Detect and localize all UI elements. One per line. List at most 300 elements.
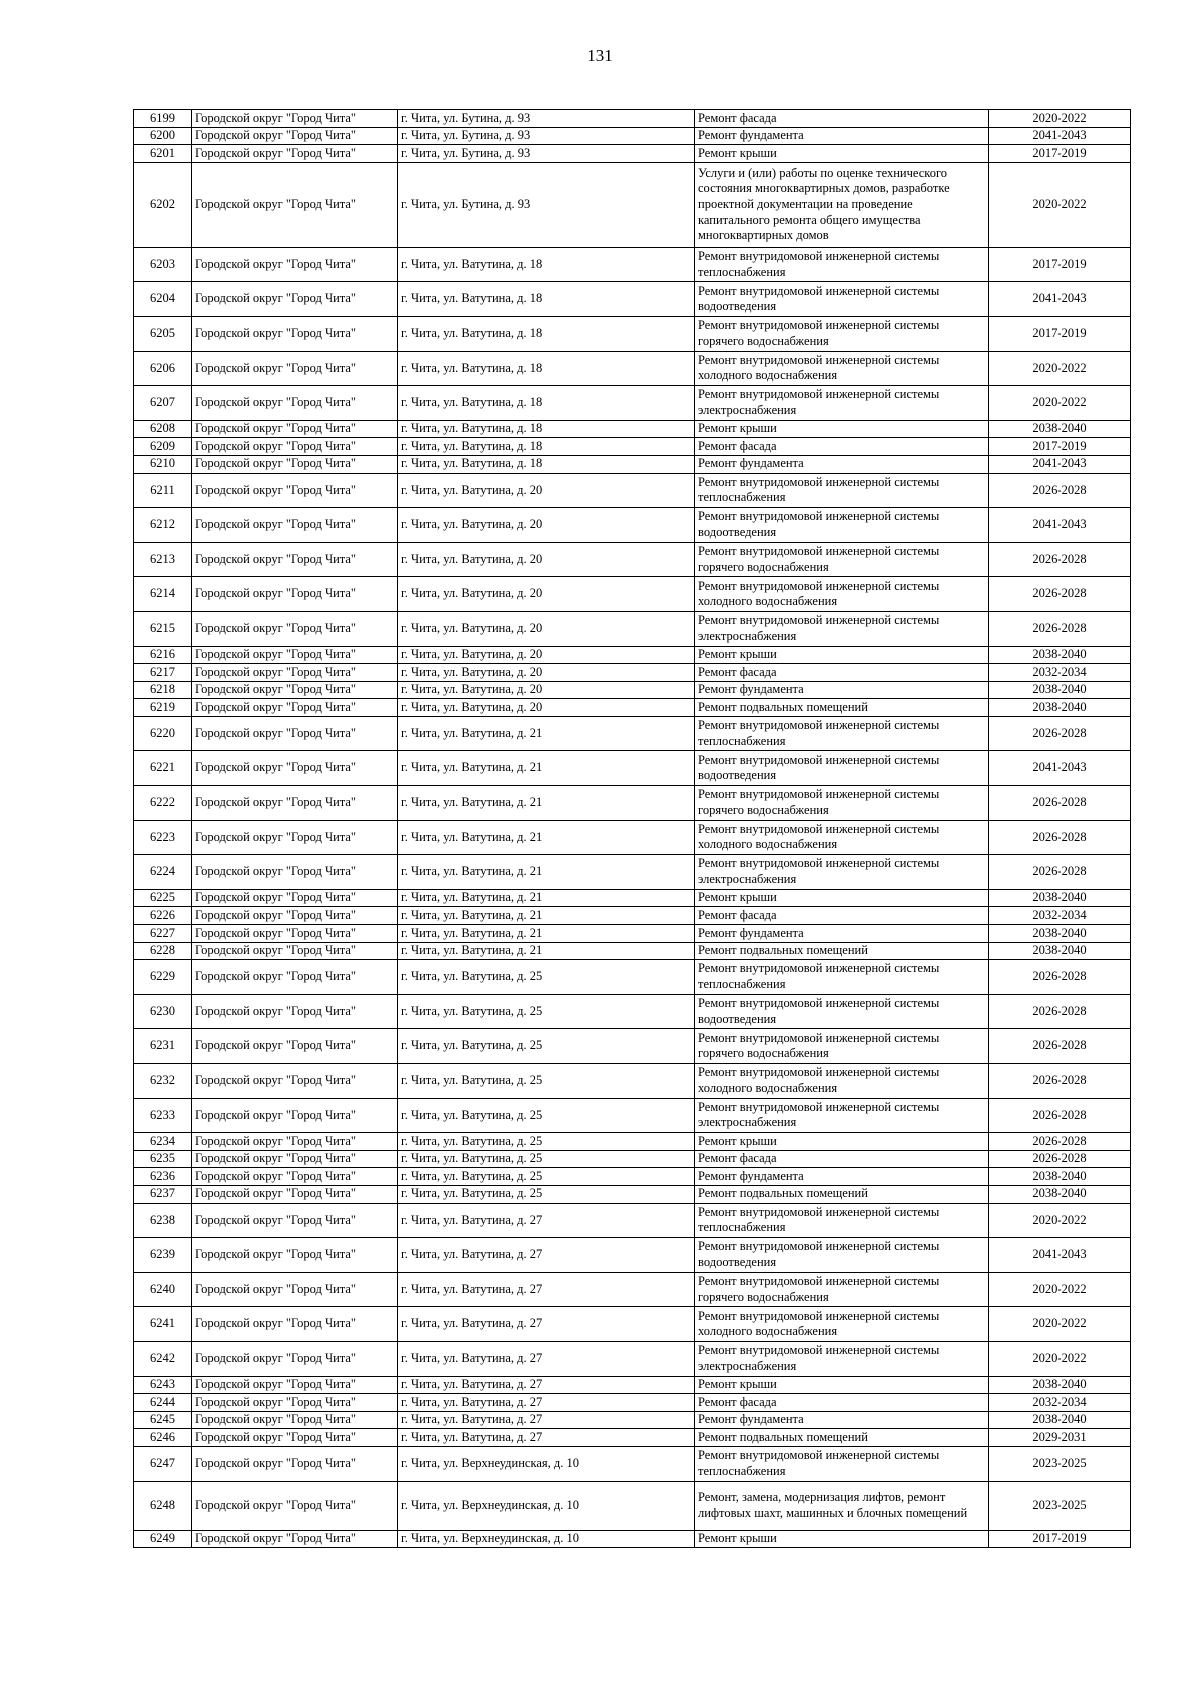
municipality-cell: Городской округ "Город Чита"	[192, 351, 398, 386]
address-cell: г. Чита, ул. Верхнеудинская, д. 10	[398, 1446, 695, 1481]
address-cell: г. Чита, ул. Ватутина, д. 18	[398, 455, 695, 473]
period-cell: 2017-2019	[989, 1530, 1131, 1548]
period-cell: 2038-2040	[989, 1376, 1131, 1394]
table-row	[134, 1446, 1131, 1481]
table-row	[134, 420, 1131, 438]
work-type-cell: Ремонт крыши	[695, 145, 989, 163]
municipality-cell: Городской округ "Город Чита"	[192, 1133, 398, 1151]
work-type-cell: Ремонт внутридомовой инженерной системы горячего водоснабжения	[695, 1272, 989, 1307]
period-cell: 2026-2028	[989, 1029, 1131, 1064]
period-cell: 2038-2040	[989, 942, 1131, 960]
address-cell: г. Чита, ул. Ватутина, д. 27	[398, 1341, 695, 1376]
address-cell: г. Чита, ул. Ватутина, д. 20	[398, 681, 695, 699]
row-number-cell: 6203	[134, 247, 192, 282]
row-number-cell: 6215	[134, 611, 192, 646]
period-cell: 2017-2019	[989, 145, 1131, 163]
row-number-cell: 6239	[134, 1238, 192, 1273]
table-row	[134, 455, 1131, 473]
table-row	[134, 681, 1131, 699]
work-type-cell: Ремонт подвальных помещений	[695, 1185, 989, 1203]
work-type-cell: Ремонт фундамента	[695, 1168, 989, 1186]
row-number-cell: 6235	[134, 1150, 192, 1168]
address-cell: г. Чита, ул. Ватутина, д. 21	[398, 942, 695, 960]
row-number-cell: 6208	[134, 420, 192, 438]
row-number-cell: 6222	[134, 786, 192, 821]
address-cell: г. Чита, ул. Ватутина, д. 21	[398, 855, 695, 890]
table-row	[134, 1098, 1131, 1133]
address-cell: г. Чита, ул. Ватутина, д. 25	[398, 1098, 695, 1133]
table-row	[134, 925, 1131, 943]
row-number-cell: 6220	[134, 716, 192, 751]
table-row	[134, 473, 1131, 508]
row-number-cell: 6202	[134, 162, 192, 247]
municipality-cell: Городской округ "Город Чита"	[192, 716, 398, 751]
period-cell: 2026-2028	[989, 1098, 1131, 1133]
row-number-cell: 6234	[134, 1133, 192, 1151]
row-number-cell: 6209	[134, 438, 192, 456]
period-cell: 2041-2043	[989, 282, 1131, 317]
table-row	[134, 1429, 1131, 1447]
period-cell: 2038-2040	[989, 699, 1131, 717]
period-cell: 2026-2028	[989, 960, 1131, 995]
municipality-cell: Городской округ "Город Чита"	[192, 699, 398, 717]
work-type-cell: Ремонт, замена, модернизация лифтов, ремонт лифтовых шахт, машинных и блочных помещений	[695, 1481, 989, 1530]
row-number-cell: 6205	[134, 316, 192, 351]
period-cell: 2041-2043	[989, 455, 1131, 473]
municipality-cell: Городской округ "Город Чита"	[192, 1272, 398, 1307]
municipality-cell: Городской округ "Город Чита"	[192, 646, 398, 664]
work-type-cell: Ремонт внутридомовой инженерной системы холодного водоснабжения	[695, 1064, 989, 1099]
period-cell: 2026-2028	[989, 855, 1131, 890]
table-row	[134, 1411, 1131, 1429]
work-type-cell: Ремонт внутридомовой инженерной системы электроснабжения	[695, 1341, 989, 1376]
row-number-cell: 6241	[134, 1307, 192, 1342]
period-cell: 2026-2028	[989, 473, 1131, 508]
address-cell: г. Чита, ул. Ватутина, д. 21	[398, 820, 695, 855]
table-row	[134, 110, 1131, 128]
address-cell: г. Чита, ул. Верхнеудинская, д. 10	[398, 1530, 695, 1548]
table-row	[134, 282, 1131, 317]
work-type-cell: Ремонт крыши	[695, 1376, 989, 1394]
row-number-cell: 6206	[134, 351, 192, 386]
table-row	[134, 386, 1131, 421]
municipality-cell: Городской округ "Город Чита"	[192, 386, 398, 421]
period-cell: 2017-2019	[989, 247, 1131, 282]
table-row	[134, 646, 1131, 664]
row-number-cell: 6233	[134, 1098, 192, 1133]
address-cell: г. Чита, ул. Ватутина, д. 25	[398, 1029, 695, 1064]
work-type-cell: Ремонт внутридомовой инженерной системы электроснабжения	[695, 611, 989, 646]
table-row	[134, 1530, 1131, 1548]
address-cell: г. Чита, ул. Ватутина, д. 27	[398, 1307, 695, 1342]
row-number-cell: 6207	[134, 386, 192, 421]
row-number-cell: 6218	[134, 681, 192, 699]
work-type-cell: Ремонт внутридомовой инженерной системы электроснабжения	[695, 855, 989, 890]
period-cell: 2026-2028	[989, 1133, 1131, 1151]
table-row	[134, 855, 1131, 890]
work-type-cell: Ремонт внутридомовой инженерной системы горячего водоснабжения	[695, 786, 989, 821]
table-row	[134, 699, 1131, 717]
address-cell: г. Чита, ул. Ватутина, д. 27	[398, 1203, 695, 1238]
row-number-cell: 6231	[134, 1029, 192, 1064]
table-row	[134, 820, 1131, 855]
municipality-cell: Городской округ "Город Чита"	[192, 1185, 398, 1203]
work-type-cell: Ремонт внутридомовой инженерной системы теплоснабжения	[695, 473, 989, 508]
address-cell: г. Чита, ул. Ватутина, д. 25	[398, 994, 695, 1029]
table-row	[134, 1238, 1131, 1273]
municipality-cell: Городской округ "Город Чита"	[192, 247, 398, 282]
address-cell: г. Чита, ул. Ватутина, д. 20	[398, 577, 695, 612]
period-cell: 2026-2028	[989, 577, 1131, 612]
period-cell: 2032-2034	[989, 664, 1131, 682]
address-cell: г. Чита, ул. Бутина, д. 93	[398, 145, 695, 163]
row-number-cell: 6216	[134, 646, 192, 664]
municipality-cell: Городской округ "Город Чита"	[192, 1098, 398, 1133]
work-type-cell: Услуги и (или) работы по оценке технического состояния многоквартирных домов, разработке проектной документации на проведение капитального ремонта общего имущества многоквартирных домов	[695, 162, 989, 247]
municipality-cell: Городской округ "Город Чита"	[192, 127, 398, 145]
work-type-cell: Ремонт фасада	[695, 110, 989, 128]
address-cell: г. Чита, ул. Ватутина, д. 21	[398, 907, 695, 925]
row-number-cell: 6242	[134, 1341, 192, 1376]
table-row	[134, 145, 1131, 163]
address-cell: г. Чита, ул. Ватутина, д. 21	[398, 716, 695, 751]
municipality-cell: Городской округ "Город Чита"	[192, 162, 398, 247]
period-cell: 2023-2025	[989, 1446, 1131, 1481]
period-cell: 2020-2022	[989, 386, 1131, 421]
work-type-cell: Ремонт внутридомовой инженерной системы теплоснабжения	[695, 716, 989, 751]
municipality-cell: Городской округ "Город Чита"	[192, 1150, 398, 1168]
period-cell: 2038-2040	[989, 646, 1131, 664]
municipality-cell: Городской округ "Город Чита"	[192, 1376, 398, 1394]
work-type-cell: Ремонт фундамента	[695, 925, 989, 943]
work-type-cell: Ремонт фундамента	[695, 127, 989, 145]
row-number-cell: 6201	[134, 145, 192, 163]
work-type-cell: Ремонт крыши	[695, 1530, 989, 1548]
table-row	[134, 960, 1131, 995]
page-number: 131	[587, 46, 613, 65]
work-type-cell: Ремонт внутридомовой инженерной системы теплоснабжения	[695, 960, 989, 995]
table-row	[134, 786, 1131, 821]
municipality-cell: Городской округ "Город Чита"	[192, 960, 398, 995]
table-row	[134, 1185, 1131, 1203]
period-cell: 2041-2043	[989, 1238, 1131, 1273]
row-number-cell: 6238	[134, 1203, 192, 1238]
municipality-cell: Городской округ "Город Чита"	[192, 316, 398, 351]
work-type-cell: Ремонт внутридомовой инженерной системы холодного водоснабжения	[695, 1307, 989, 1342]
period-cell: 2023-2025	[989, 1481, 1131, 1530]
period-cell: 2020-2022	[989, 351, 1131, 386]
address-cell: г. Чита, ул. Ватутина, д. 18	[398, 282, 695, 317]
period-cell: 2026-2028	[989, 611, 1131, 646]
row-number-cell: 6219	[134, 699, 192, 717]
municipality-cell: Городской округ "Город Чита"	[192, 1341, 398, 1376]
municipality-cell: Городской округ "Город Чита"	[192, 1168, 398, 1186]
table-row	[134, 1203, 1131, 1238]
work-type-cell: Ремонт фундамента	[695, 455, 989, 473]
period-cell: 2026-2028	[989, 542, 1131, 577]
work-type-cell: Ремонт фасада	[695, 1150, 989, 1168]
municipality-cell: Городской округ "Город Чита"	[192, 786, 398, 821]
row-number-cell: 6225	[134, 889, 192, 907]
address-cell: г. Чита, ул. Ватутина, д. 21	[398, 786, 695, 821]
row-number-cell: 6200	[134, 127, 192, 145]
period-cell: 2029-2031	[989, 1429, 1131, 1447]
table-row	[134, 611, 1131, 646]
row-number-cell: 6229	[134, 960, 192, 995]
registry-body	[134, 110, 1131, 1548]
work-type-cell: Ремонт внутридомовой инженерной системы теплоснабжения	[695, 1446, 989, 1481]
period-cell: 2020-2022	[989, 162, 1131, 247]
address-cell: г. Чита, ул. Ватутина, д. 27	[398, 1429, 695, 1447]
table-row	[134, 942, 1131, 960]
address-cell: г. Чита, ул. Ватутина, д. 27	[398, 1272, 695, 1307]
work-type-cell: Ремонт внутридомовой инженерной системы водоотведения	[695, 1238, 989, 1273]
period-cell: 2038-2040	[989, 925, 1131, 943]
municipality-cell: Городской округ "Город Чита"	[192, 1238, 398, 1273]
address-cell: г. Чита, ул. Бутина, д. 93	[398, 127, 695, 145]
row-number-cell: 6240	[134, 1272, 192, 1307]
table-row	[134, 664, 1131, 682]
row-number-cell: 6204	[134, 282, 192, 317]
municipality-cell: Городской округ "Город Чита"	[192, 1411, 398, 1429]
address-cell: г. Чита, ул. Ватутина, д. 25	[398, 1064, 695, 1099]
period-cell: 2017-2019	[989, 316, 1131, 351]
table-row	[134, 1029, 1131, 1064]
table-row	[134, 907, 1131, 925]
address-cell: г. Чита, ул. Ватутина, д. 20	[398, 542, 695, 577]
work-type-cell: Ремонт внутридомовой инженерной системы горячего водоснабжения	[695, 316, 989, 351]
row-number-cell: 6211	[134, 473, 192, 508]
table-row	[134, 1150, 1131, 1168]
work-type-cell: Ремонт крыши	[695, 420, 989, 438]
municipality-cell: Городской округ "Город Чита"	[192, 664, 398, 682]
municipality-cell: Городской округ "Город Чита"	[192, 994, 398, 1029]
work-type-cell: Ремонт фундамента	[695, 681, 989, 699]
period-cell: 2041-2043	[989, 751, 1131, 786]
work-type-cell: Ремонт крыши	[695, 889, 989, 907]
table-row	[134, 247, 1131, 282]
period-cell: 2038-2040	[989, 420, 1131, 438]
address-cell: г. Чита, ул. Ватутина, д. 20	[398, 664, 695, 682]
table-row	[134, 1341, 1131, 1376]
address-cell: г. Чита, ул. Ватутина, д. 18	[398, 420, 695, 438]
municipality-cell: Городской округ "Город Чита"	[192, 455, 398, 473]
address-cell: г. Чита, ул. Ватутина, д. 25	[398, 1150, 695, 1168]
municipality-cell: Городской округ "Город Чита"	[192, 942, 398, 960]
row-number-cell: 6244	[134, 1394, 192, 1412]
address-cell: г. Чита, ул. Ватутина, д. 21	[398, 925, 695, 943]
address-cell: г. Чита, ул. Ватутина, д. 25	[398, 960, 695, 995]
period-cell: 2038-2040	[989, 1185, 1131, 1203]
row-number-cell: 6214	[134, 577, 192, 612]
municipality-cell: Городской округ "Город Чита"	[192, 145, 398, 163]
table-row	[134, 162, 1131, 247]
work-type-cell: Ремонт фасада	[695, 907, 989, 925]
work-type-cell: Ремонт внутридомовой инженерной системы водоотведения	[695, 994, 989, 1029]
municipality-cell: Городской округ "Город Чита"	[192, 855, 398, 890]
period-cell: 2026-2028	[989, 1150, 1131, 1168]
address-cell: г. Чита, ул. Бутина, д. 93	[398, 110, 695, 128]
municipality-cell: Городской округ "Город Чита"	[192, 1307, 398, 1342]
municipality-cell: Городской округ "Город Чита"	[192, 542, 398, 577]
period-cell: 2032-2034	[989, 907, 1131, 925]
work-type-cell: Ремонт внутридомовой инженерной системы теплоснабжения	[695, 1203, 989, 1238]
municipality-cell: Городской округ "Город Чита"	[192, 1064, 398, 1099]
address-cell: г. Чита, ул. Ватутина, д. 18	[398, 247, 695, 282]
period-cell: 2026-2028	[989, 786, 1131, 821]
address-cell: г. Чита, ул. Ватутина, д. 27	[398, 1376, 695, 1394]
work-type-cell: Ремонт внутридомовой инженерной системы водоотведения	[695, 751, 989, 786]
period-cell: 2020-2022	[989, 1272, 1131, 1307]
table-row	[134, 1064, 1131, 1099]
row-number-cell: 6249	[134, 1530, 192, 1548]
table-row	[134, 542, 1131, 577]
address-cell: г. Чита, ул. Ватутина, д. 20	[398, 646, 695, 664]
address-cell: г. Чита, ул. Ватутина, д. 21	[398, 751, 695, 786]
address-cell: г. Чита, ул. Ватутина, д. 20	[398, 699, 695, 717]
municipality-cell: Городской округ "Город Чита"	[192, 110, 398, 128]
period-cell: 2032-2034	[989, 1394, 1131, 1412]
work-type-cell: Ремонт внутридомовой инженерной системы водоотведения	[695, 508, 989, 543]
work-type-cell: Ремонт фасада	[695, 664, 989, 682]
period-cell: 2038-2040	[989, 1411, 1131, 1429]
period-cell: 2038-2040	[989, 1168, 1131, 1186]
municipality-cell: Городской округ "Город Чита"	[192, 577, 398, 612]
table-row	[134, 1168, 1131, 1186]
period-cell: 2026-2028	[989, 820, 1131, 855]
work-type-cell: Ремонт фасада	[695, 1394, 989, 1412]
table-row	[134, 994, 1131, 1029]
row-number-cell: 6224	[134, 855, 192, 890]
work-type-cell: Ремонт подвальных помещений	[695, 699, 989, 717]
table-row	[134, 1394, 1131, 1412]
period-cell: 2026-2028	[989, 994, 1131, 1029]
row-number-cell: 6243	[134, 1376, 192, 1394]
work-type-cell: Ремонт внутридомовой инженерной системы холодного водоснабжения	[695, 820, 989, 855]
municipality-cell: Городской округ "Город Чита"	[192, 1530, 398, 1548]
table-row	[134, 751, 1131, 786]
municipality-cell: Городской округ "Город Чита"	[192, 473, 398, 508]
period-cell: 2038-2040	[989, 889, 1131, 907]
table-row	[134, 716, 1131, 751]
row-number-cell: 6212	[134, 508, 192, 543]
row-number-cell: 6245	[134, 1411, 192, 1429]
row-number-cell: 6230	[134, 994, 192, 1029]
municipality-cell: Городской округ "Город Чита"	[192, 1481, 398, 1530]
period-cell: 2041-2043	[989, 508, 1131, 543]
municipality-cell: Городской округ "Город Чита"	[192, 420, 398, 438]
work-type-cell: Ремонт внутридомовой инженерной системы горячего водоснабжения	[695, 542, 989, 577]
row-number-cell: 6246	[134, 1429, 192, 1447]
work-type-cell: Ремонт внутридомовой инженерной системы водоотведения	[695, 282, 989, 317]
municipality-cell: Городской округ "Город Чита"	[192, 681, 398, 699]
table-row	[134, 1307, 1131, 1342]
address-cell: г. Чита, ул. Ватутина, д. 27	[398, 1238, 695, 1273]
period-cell: 2020-2022	[989, 110, 1131, 128]
address-cell: г. Чита, ул. Ватутина, д. 20	[398, 508, 695, 543]
row-number-cell: 6223	[134, 820, 192, 855]
municipality-cell: Городской округ "Город Чита"	[192, 820, 398, 855]
work-type-cell: Ремонт фундамента	[695, 1411, 989, 1429]
period-cell: 2020-2022	[989, 1307, 1131, 1342]
municipality-cell: Городской округ "Город Чита"	[192, 1029, 398, 1064]
municipality-cell: Городской округ "Город Чита"	[192, 611, 398, 646]
address-cell: г. Чита, ул. Ватутина, д. 25	[398, 1185, 695, 1203]
row-number-cell: 6248	[134, 1481, 192, 1530]
municipality-cell: Городской округ "Город Чита"	[192, 1203, 398, 1238]
work-type-cell: Ремонт внутридомовой инженерной системы горячего водоснабжения	[695, 1029, 989, 1064]
table-row	[134, 1272, 1131, 1307]
table-row	[134, 438, 1131, 456]
municipality-cell: Городской округ "Город Чита"	[192, 1429, 398, 1447]
row-number-cell: 6213	[134, 542, 192, 577]
table-row	[134, 508, 1131, 543]
period-cell: 2041-2043	[989, 127, 1131, 145]
row-number-cell: 6221	[134, 751, 192, 786]
table-row	[134, 1376, 1131, 1394]
address-cell: г. Чита, ул. Ватутина, д. 20	[398, 611, 695, 646]
row-number-cell: 6199	[134, 110, 192, 128]
address-cell: г. Чита, ул. Ватутина, д. 21	[398, 889, 695, 907]
work-type-cell: Ремонт внутридомовой инженерной системы электроснабжения	[695, 386, 989, 421]
work-type-cell: Ремонт крыши	[695, 1133, 989, 1151]
period-cell: 2026-2028	[989, 1064, 1131, 1099]
period-cell: 2020-2022	[989, 1341, 1131, 1376]
period-cell: 2038-2040	[989, 681, 1131, 699]
address-cell: г. Чита, ул. Ватутина, д. 18	[398, 386, 695, 421]
row-number-cell: 6247	[134, 1446, 192, 1481]
address-cell: г. Чита, ул. Ватутина, д. 27	[398, 1394, 695, 1412]
municipality-cell: Городской округ "Город Чита"	[192, 751, 398, 786]
period-cell: 2026-2028	[989, 716, 1131, 751]
work-type-cell: Ремонт внутридомовой инженерной системы холодного водоснабжения	[695, 351, 989, 386]
table-row	[134, 316, 1131, 351]
address-cell: г. Чита, ул. Ватутина, д. 20	[398, 473, 695, 508]
row-number-cell: 6226	[134, 907, 192, 925]
row-number-cell: 6232	[134, 1064, 192, 1099]
registry-table	[133, 109, 1131, 1548]
address-cell: г. Чита, ул. Ватутина, д. 25	[398, 1133, 695, 1151]
address-cell: г. Чита, ул. Ватутина, д. 18	[398, 438, 695, 456]
row-number-cell: 6227	[134, 925, 192, 943]
row-number-cell: 6237	[134, 1185, 192, 1203]
table-row	[134, 1133, 1131, 1151]
row-number-cell: 6236	[134, 1168, 192, 1186]
municipality-cell: Городской округ "Город Чита"	[192, 282, 398, 317]
address-cell: г. Чита, ул. Ватутина, д. 25	[398, 1168, 695, 1186]
address-cell: г. Чита, ул. Ватутина, д. 27	[398, 1411, 695, 1429]
table-row	[134, 351, 1131, 386]
municipality-cell: Городской округ "Город Чита"	[192, 1446, 398, 1481]
row-number-cell: 6210	[134, 455, 192, 473]
row-number-cell: 6228	[134, 942, 192, 960]
table-row	[134, 1481, 1131, 1530]
period-cell: 2020-2022	[989, 1203, 1131, 1238]
municipality-cell: Городской округ "Город Чита"	[192, 438, 398, 456]
row-number-cell: 6217	[134, 664, 192, 682]
work-type-cell: Ремонт подвальных помещений	[695, 942, 989, 960]
address-cell: г. Чита, ул. Бутина, д. 93	[398, 162, 695, 247]
work-type-cell: Ремонт фасада	[695, 438, 989, 456]
table-row	[134, 577, 1131, 612]
period-cell: 2017-2019	[989, 438, 1131, 456]
municipality-cell: Городской округ "Город Чита"	[192, 907, 398, 925]
municipality-cell: Городской округ "Город Чита"	[192, 889, 398, 907]
work-type-cell: Ремонт внутридомовой инженерной системы теплоснабжения	[695, 247, 989, 282]
work-type-cell: Ремонт крыши	[695, 646, 989, 664]
address-cell: г. Чита, ул. Ватутина, д. 18	[398, 351, 695, 386]
address-cell: г. Чита, ул. Ватутина, д. 18	[398, 316, 695, 351]
